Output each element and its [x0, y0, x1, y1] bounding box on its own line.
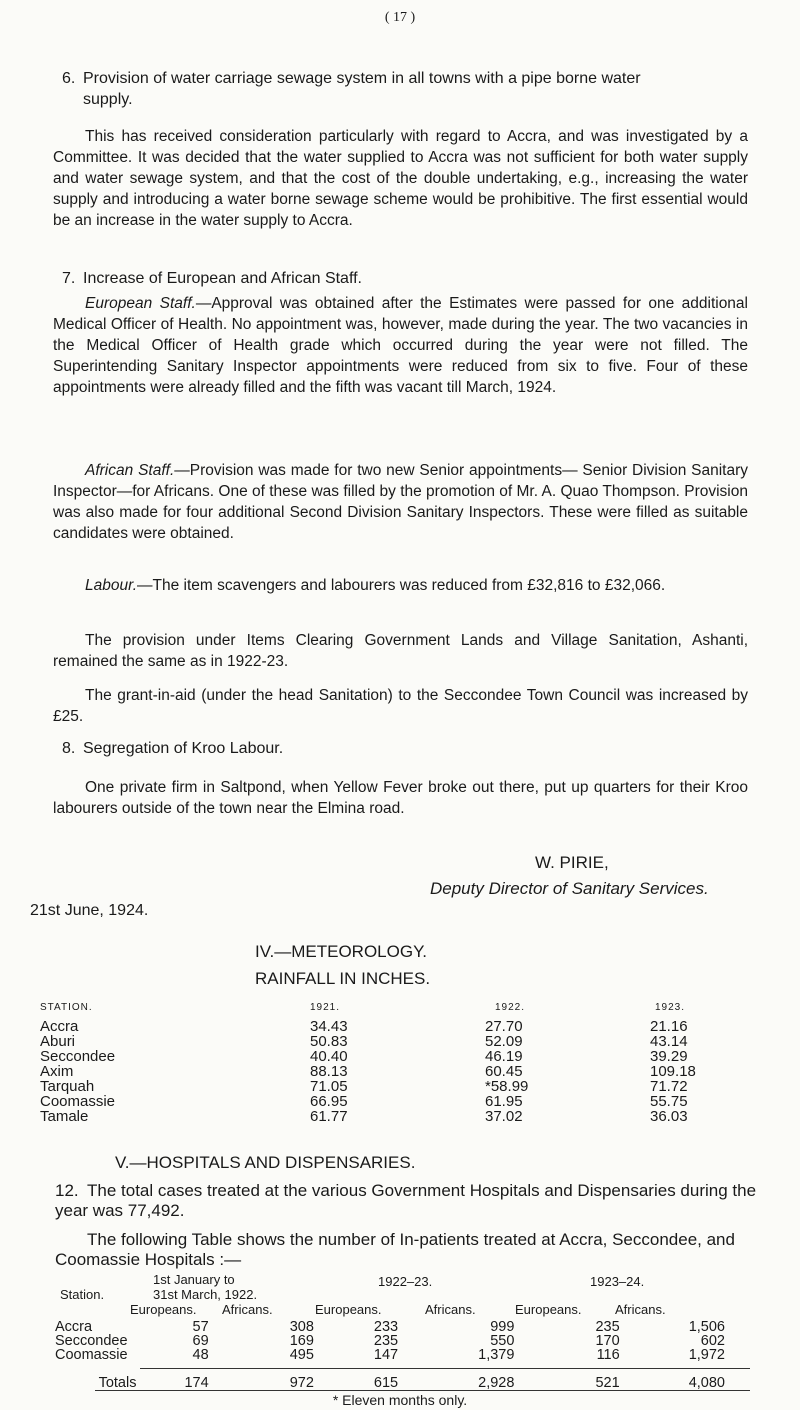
rainfall-1923: 55.75 — [650, 1093, 688, 1110]
african-staff-para — [53, 460, 748, 544]
item6-heading-line1: Provision of water carriage sewage system in all towns with a pipe borne water — [83, 70, 641, 87]
hospital-intro: The following Table shows the number of In-patients treated at Accra, Seccondee, and Coomassie Hospitals :— — [55, 1230, 735, 1269]
period2-europeans: Europeans. — [315, 1302, 382, 1317]
item8-number: 8. — [62, 740, 76, 757]
table-row — [40, 1019, 760, 1034]
totals-e2: 615 — [373, 1375, 399, 1391]
para12-text: The total cases treated at the various Government Hospitals and Dispensaries during the year was 77,492. — [55, 1181, 757, 1220]
rainfall-col-station: STATION. — [40, 1002, 93, 1013]
table-row — [40, 1109, 760, 1124]
hosp-a3: 1,972 — [688, 1347, 725, 1363]
rainfall-station: Tamale — [40, 1108, 89, 1125]
labour-para — [53, 575, 748, 596]
rainfall-table — [40, 1002, 760, 1124]
signature-date: 21st June, 1924. — [30, 902, 149, 919]
meteorology-title: IV.—METEOROLOGY. — [255, 942, 427, 961]
period1-africans: Africans. — [222, 1302, 273, 1317]
totals-a1: 972 — [289, 1375, 314, 1391]
rainfall-station: Accra — [40, 1018, 79, 1035]
table-row — [55, 1334, 755, 1348]
rainfall-station: Seccondee — [40, 1048, 116, 1065]
rainfall-1921: 40.40 — [310, 1048, 348, 1065]
totals-rule-bottom — [95, 1390, 750, 1391]
hosp-station: Accra — [55, 1319, 93, 1335]
rainfall-1923: 71.72 — [650, 1078, 688, 1095]
rainfall-1921: 71.05 — [310, 1078, 348, 1095]
labour-label: Labour. — [85, 577, 137, 594]
table-row — [40, 1049, 760, 1064]
rainfall-1921: 34.43 — [310, 1018, 348, 1035]
item6-heading-line2: supply. — [83, 91, 133, 108]
period1-europeans: Europeans. — [130, 1302, 197, 1317]
hosp-a2: 999 — [490, 1319, 515, 1335]
hosp-e2: 233 — [373, 1319, 399, 1335]
hosp-a2: 1,379 — [478, 1347, 515, 1363]
rainfall-1922: *58.99 — [485, 1078, 529, 1095]
hospital-table — [55, 1320, 755, 1390]
totals-e3: 521 — [595, 1375, 620, 1391]
hosp-e2: 147 — [373, 1347, 399, 1363]
rainfall-col-1922: 1922. — [495, 1002, 526, 1013]
rainfall-1923: 43.14 — [650, 1033, 688, 1050]
signature-name: W. PIRIE, — [535, 853, 609, 872]
table-row — [40, 1064, 760, 1079]
hosp-station: Seccondee — [55, 1333, 128, 1349]
labour-text: —The item scavengers and labourers was reduced from £32,816 to £32,066. — [137, 577, 666, 594]
item8-heading: Segregation of Kroo Labour. — [83, 740, 284, 757]
provision-para: The provision under Items Clearing Government Lands and Village Sanitation, Ashanti, remained the same as in 1922-23. — [53, 632, 748, 670]
totals-a2: 2,928 — [478, 1375, 515, 1391]
hosp-e3: 116 — [596, 1347, 620, 1363]
hosp-a1: 495 — [289, 1347, 314, 1363]
african-staff-text: —Provision was made for two new Senior appointments— Senior Division Sanitary Inspector—for Africans. One of these was filled by the promotion of Mr. A. Quao Thompson. Provision was also made for four additional Second Division Sanitary Inspectors. These were filled as suitable candidates were obtained. — [53, 462, 748, 542]
table-row — [40, 1094, 760, 1109]
period3-africans: Africans. — [615, 1302, 666, 1317]
period1-line1: 1st January to — [153, 1272, 235, 1287]
period2-africans: Africans. — [425, 1302, 476, 1317]
rainfall-1922: 37.02 — [485, 1108, 523, 1125]
rainfall-station: Aburi — [40, 1033, 76, 1050]
hosp-e3: 235 — [595, 1319, 620, 1335]
period3-label: 1923–24. — [590, 1274, 645, 1289]
item6-number: 6. — [62, 70, 76, 87]
rainfall-1922: 61.95 — [485, 1093, 523, 1110]
totals-a3: 4,080 — [688, 1375, 725, 1391]
hosp-a1: 308 — [289, 1319, 314, 1335]
item8-body: One private firm in Saltpond, when Yellow Fever broke out there, put up quarters for their Kroo labourers outside of the town near the Elmina road. — [53, 779, 748, 817]
item7-heading: Increase of European and African Staff. — [83, 270, 362, 287]
item7-number: 7. — [62, 270, 76, 287]
rainfall-col-1921: 1921. — [310, 1002, 341, 1013]
african-staff-label: African Staff. — [85, 462, 175, 479]
footnote: * Eleven months only. — [332, 1392, 468, 1408]
hospitals-title: V.—HOSPITALS AND DISPENSARIES. — [115, 1153, 416, 1172]
signature-title: Deputy Director of Sanitary Services. — [430, 879, 709, 898]
rainfall-col-1923: 1923. — [655, 1002, 686, 1013]
period1-line2: 31st March, 1922. — [153, 1287, 258, 1302]
table-row — [55, 1348, 755, 1362]
totals-row — [55, 1376, 755, 1390]
rainfall-1923: 109.18 — [650, 1063, 696, 1080]
european-staff-label: European Staff. — [85, 295, 196, 312]
rainfall-1921: 88.13 — [310, 1063, 348, 1080]
hosp-e1: 48 — [192, 1347, 209, 1363]
table-row — [40, 1079, 760, 1094]
rainfall-1922: 60.45 — [485, 1063, 523, 1080]
rainfall-subtitle: RAINFALL IN INCHES. — [255, 969, 431, 988]
hosp-e1: 57 — [192, 1319, 209, 1335]
hosp-station: Coomassie — [55, 1347, 128, 1363]
rainfall-1921: 61.77 — [310, 1108, 348, 1125]
rainfall-1921: 50.83 — [310, 1033, 348, 1050]
period2-label: 1922–23. — [378, 1274, 433, 1289]
table-row — [55, 1320, 755, 1334]
rainfall-station: Tarquah — [40, 1078, 95, 1095]
period3-europeans: Europeans. — [515, 1302, 582, 1317]
european-staff-text: —Approval was obtained after the Estimates were passed for one additional Medical Officer of Health. No appointment was, however, made during the year. The two vacancies in the Medical Officer of Health grade which occurred during the year were not filled. The Superintending Sanitary Inspector appointments were reduced from six to five. Four of these appointments were already filled and the fifth was vacant till March, 1924. — [53, 295, 748, 396]
rainfall-station: Coomassie — [40, 1093, 116, 1110]
rainfall-1923: 39.29 — [650, 1048, 688, 1065]
totals-e1: 174 — [184, 1375, 209, 1391]
rainfall-1923: 36.03 — [650, 1108, 688, 1125]
hosp-col-station: Station. — [60, 1287, 105, 1302]
totals-rule-top — [140, 1368, 750, 1369]
rainfall-station: Axim — [40, 1063, 74, 1080]
rainfall-1921: 66.95 — [310, 1093, 348, 1110]
european-staff-para — [53, 293, 748, 398]
item6-body: This has received consideration particularly with regard to Accra, and was investigated by a Committee. It was decided that the water supplied to Accra was not sufficient for both water supply and water sewage system, and that the cost of the double undertaking, e.g., increasing the water supply and introducing a water borne sewage scheme would be prohibitive. The first essential would be an increase in the water supply to Accra. — [53, 128, 748, 229]
hosp-e1: 69 — [192, 1333, 209, 1349]
grant-para: The grant-in-aid (under the head Sanitation) to the Seccondee Town Council was increased by £25. — [53, 687, 748, 725]
rainfall-1922: 27.70 — [485, 1018, 523, 1035]
totals-label: Totals — [98, 1375, 137, 1391]
para12-number: 12. — [55, 1181, 79, 1200]
hosp-e2: 235 — [373, 1333, 399, 1349]
hosp-a3: 1,506 — [688, 1319, 725, 1335]
rainfall-1922: 46.19 — [485, 1048, 523, 1065]
hosp-a1: 169 — [289, 1333, 314, 1349]
hosp-a3: 602 — [700, 1333, 725, 1349]
rainfall-1922: 52.09 — [485, 1033, 523, 1050]
rainfall-1923: 21.16 — [650, 1018, 688, 1035]
page-number: ( 17 ) — [384, 10, 416, 25]
table-row — [40, 1034, 760, 1049]
rainfall-header-row — [40, 1002, 760, 1019]
hosp-a2: 550 — [490, 1333, 515, 1349]
hosp-e3: 170 — [595, 1333, 620, 1349]
